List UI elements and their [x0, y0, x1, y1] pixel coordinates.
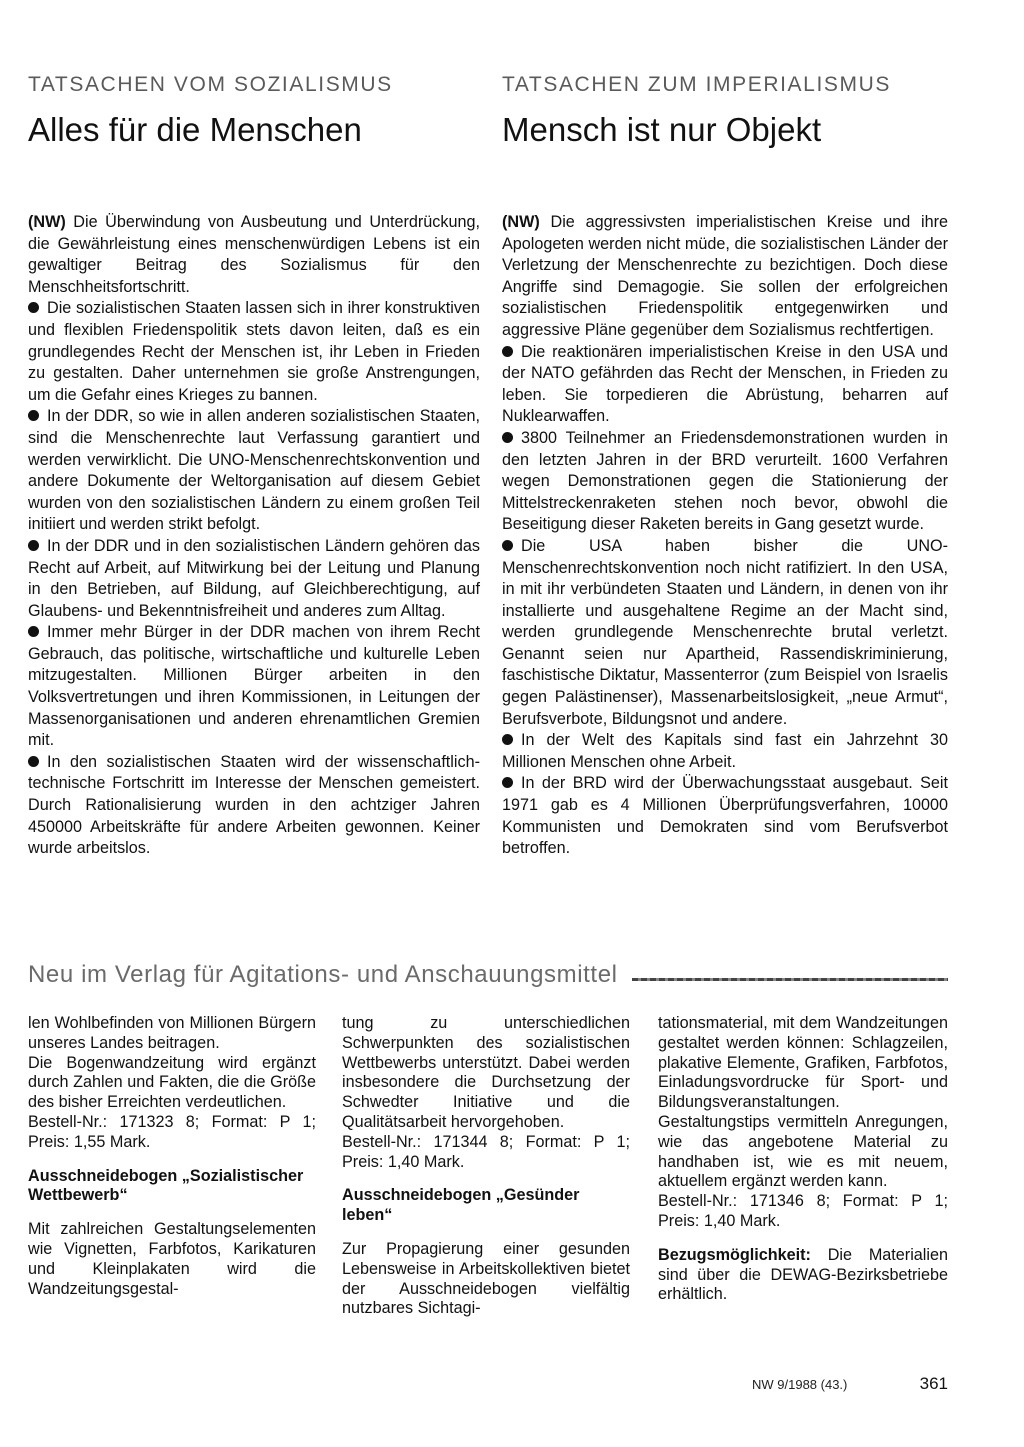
right-paragraph — [502, 773, 948, 859]
bullet-icon — [502, 777, 513, 788]
source-tag: (NW) — [502, 213, 540, 231]
paragraph-text: 3800 Teilnehmer an Friedensdemonstrationen wurden in den letzten Jahren in der BRD verurteilt. 1600 Verfahren wegen Demonstrationen gegen die Stationierung der Mittelstreckenraketen stehen noch bevor, obwohl die Beseitigung dieser Raketen bereits in Gang gesetzt wurde. — [502, 428, 948, 534]
paragraph-text: In den sozialistischen Staaten wird der wissenschaftlich-technische Fortschritt im Interesse der Menschen gemeistert. Durch Rationalisierung wurden in den achtziger Jahren 450000 Arbeitskräfte für andere Arbeiten gewonnen. Keiner wurde arbeitslos. — [28, 752, 480, 858]
left-paragraph — [28, 406, 480, 536]
paragraph-text: In der BRD wird der Überwachungsstaat ausgebaut. Seit 1971 gab es 4 Millionen Überprüfungsverfahren, 10000 Kommunisten und Demokraten sind vom Berufsverbot betroffen. — [502, 774, 948, 858]
column-paragraph: Die Bogenwandzeitung wird ergänzt durch Zahlen und Fakten, die die Größe des bisher Erreichten verdeutlichen. — [28, 1053, 316, 1112]
right-paragraph — [502, 428, 948, 536]
left-article — [28, 72, 480, 860]
right-article — [502, 72, 948, 860]
right-paragraph — [502, 730, 948, 773]
issue-reference: NW 9/1988 (43.) — [752, 1377, 848, 1392]
column-paragraph: Zur Propagierung einer gesunden Lebensweise in Arbeitskollektiven bietet der Ausschneidebogen vielfältig nutzbares Sichtagi- — [342, 1239, 630, 1318]
paragraph-text: Die Überwindung von Ausbeutung und Unterdrückung, die Gewährleistung eines menschenwürdigen Lebens ist ein gewaltiger Beitrag des Sozialismus für den Menschheitsfortschritt. — [28, 213, 480, 296]
bullet-icon — [502, 734, 513, 745]
source-tag: (NW) — [28, 213, 66, 231]
right-paragraph — [502, 212, 948, 342]
bullet-icon — [502, 540, 513, 551]
paragraph-text: In der Welt des Kapitals sind fast ein Jahrzehnt 30 Millionen Menschen ohne Arbeit. — [502, 731, 948, 771]
left-paragraph — [28, 752, 480, 860]
right-article-body — [502, 212, 948, 860]
product-subhead: Ausschneidebogen „Sozialistischer Wettbewerb“ — [28, 1166, 304, 1205]
paragraph-text: In der DDR, so wie in allen anderen sozialistischen Staaten, sind die Menschenrechte laut Verfassung garantiert und werden verwirklicht. Die UNO-Menschenrechtskonvention und andere Dokumente der Weltorganisation auf diesem Gebiet wurden von den sozialistischen Ländern zu einem großen Teil initiiert und werden strikt befolgt. — [28, 407, 480, 534]
publisher-column-1 — [28, 1014, 316, 1299]
bullet-icon — [28, 302, 39, 313]
availability-term: Bezugsmöglichkeit: — [658, 1245, 811, 1264]
paragraph-text: Die reaktionären imperialistischen Kreise in den USA und der NATO gefährden das Recht der Menschen, in Frieden zu leben. Sie torpedieren die Abrüstung, beharren auf Nuklearwaffen. — [502, 342, 948, 426]
column-paragraph: len Wohlbefinden von Millionen Bürgern unseres Landes beitragen. — [28, 1014, 316, 1052]
publisher-column-3 — [658, 1014, 948, 1305]
left-paragraph — [28, 212, 480, 298]
page-number: 361 — [919, 1374, 948, 1393]
paragraph-text: Die sozialistischen Staaten lassen sich in ihrer konstruktiven und flexiblen Friedenspolitik stets davon leiten, daß es ein grundlegendes Recht der Menschen ist, ihr Leben in Frieden zu gestalten. Daher unternehmen sie große Anstrengungen, um die Gefahr eines Krieges zu bannen. — [28, 299, 480, 404]
paragraph-text: Immer mehr Bürger in der DDR machen von ihrem Recht Gebrauch, das politische, wirtschaftliche und kulturelle Leben mitzugestalten. Millionen Bürger arbeiten in den Volksvertretungen und ihren Kommissionen, in Leitungen der Massenorganisationen und anderen ehrenamtlichen Gremien mit. — [28, 623, 480, 750]
column-paragraph: tung zu unterschiedlichen Schwerpunkten des sozialistischen Wettbewerbs unterstützt. Dabei werden insbesondere die Durchsetzung der Schwedter Initiative und die Qualitätsarbeit hervorgehoben. — [342, 1014, 630, 1131]
left-kicker: TATSACHEN VOM SOZIALISMUS — [28, 73, 393, 96]
bullet-icon — [28, 626, 39, 637]
order-info: Bestell-Nr.: 171323 8; Format: P 1; Preis: 1,55 Mark. — [28, 1112, 316, 1151]
availability-text: Die Materialien sind über die DEWAG-Bezirksbetriebe erhältlich. — [658, 1245, 948, 1304]
bullet-icon — [28, 540, 39, 551]
availability-paragraph — [658, 1246, 948, 1305]
left-paragraph — [28, 536, 480, 622]
left-paragraph — [28, 298, 480, 406]
order-info: Bestell-Nr.: 171344 8; Format: P 1; Preis: 1,40 Mark. — [342, 1132, 630, 1171]
paragraph-text: Die aggressivsten imperialistischen Kreise und ihre Apologeten werden nicht müde, die sozialistischen Länder der Verletzung der Menschenrechte zu bezichtigen. Doch diese Angriffe sind Demagogie. Sie sollen der erfolgreichen sozialistischen Friedenspolitik entgegenwirken und aggressive Pläne gegenüber dem Sozialismus rechtfertigen. — [502, 213, 949, 339]
bullet-icon — [28, 410, 39, 421]
publisher-column-2 — [342, 1014, 630, 1319]
paragraph-text: Die USA haben bisher die UNO-Menschenrechtskonvention noch nicht ratifiziert. In den USA, in mit ihr verbündeten Staaten und Ländern, in denen von ihr installierte und ausgehaltene Regime an der Macht sind, werden grundlegende Menschenrechte brutal verletzt. Genannt seien nur Apartheid, Rassendiskriminierung, faschistische Diktatur, Massenterror (zum Beispiel von Israelis gegen Palästinenser), Massenarbeitslosigkeit, „neue Armut“, Berufsverbote, Bildungsnot und andere. — [502, 536, 948, 728]
paragraph-text: In der DDR und in den sozialistischen Ländern gehören das Recht auf Arbeit, auf Mitwirkung bei der Leitung und Planung in den Betrieben, auf Bildung, auf Gleichberechtigung, auf Glaubens- und Bekenntnisfreiheit und anderes zum Alltag. — [28, 536, 480, 620]
publisher-section-title: Neu im Verlag für Agitations- und Anschauungsmittel — [28, 961, 618, 988]
left-headline: Alles für die Menschen — [28, 111, 362, 148]
bullet-icon — [502, 432, 513, 443]
bullet-icon — [28, 756, 39, 767]
order-info: Bestell-Nr.: 171346 8; Format: P 1; Preis: 1,40 Mark. — [658, 1192, 948, 1230]
bullet-icon — [502, 346, 513, 357]
left-article-body — [28, 212, 480, 860]
right-paragraph — [502, 342, 948, 428]
page-footer — [752, 1374, 948, 1394]
left-paragraph — [28, 622, 480, 752]
product-subhead: Ausschneidebogen „Gesünder leben“ — [342, 1186, 580, 1225]
right-paragraph — [502, 536, 948, 730]
publisher-section-header — [28, 958, 948, 992]
right-headline: Mensch ist nur Objekt — [502, 111, 822, 148]
right-kicker: TATSACHEN ZUM IMPERIALISMUS — [502, 73, 891, 96]
column-paragraph: Mit zahlreichen Gestaltungselementen wie Vignetten, Farbfotos, Karikaturen und Kleinplakaten wird die Wandzeitungsgestal- — [28, 1220, 316, 1298]
column-paragraph: tationsmaterial, mit dem Wandzeitungen gestaltet werden können: Schlagzeilen, plakative Elemente, Grafiken, Farbfotos, Einladungsvordrucke für Sport- und Bildungsveranstaltungen. Gestaltungstips vermitteln Anregungen, wie das angebotene Material zu handhaben ist, wie es mit neuem, aktuellem ergänzt werden kann. — [658, 1014, 948, 1191]
section-divider — [632, 978, 948, 981]
